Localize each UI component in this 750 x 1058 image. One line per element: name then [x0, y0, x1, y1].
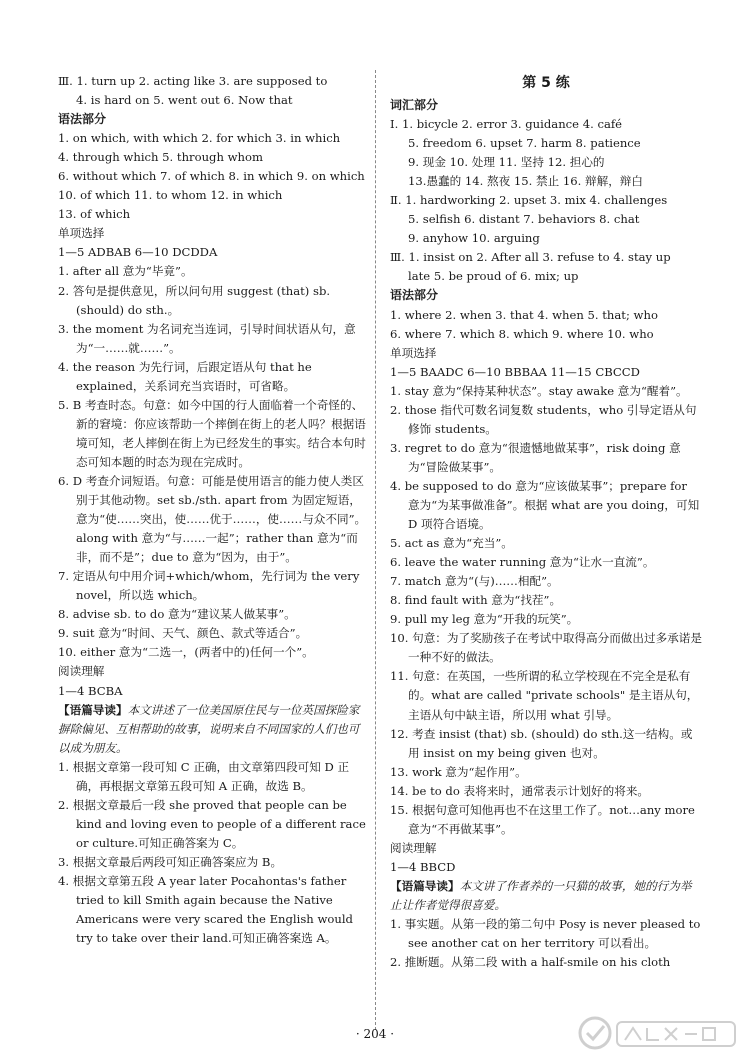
left-column	[58, 72, 368, 948]
mc-note: 4. the reason 为先行词，后跟定语从句 that he explained，关系词充当宾语时，可省略。	[58, 359, 312, 393]
reading-note: 2. 推断题。从第二段 with a half-smile on his cloth	[390, 955, 671, 970]
multiple-choice-heading: 单项选择	[58, 226, 105, 241]
passage-guide-label: 【语篇导读】	[390, 878, 460, 893]
passage-guide	[390, 877, 702, 915]
reading-note: 3. 根据文章最后两段可知正确答案应为 B。	[58, 854, 283, 869]
reading-answers: 1—4 BBCD	[390, 859, 456, 874]
mc-note: 6. D 考查介词短语。句意：可能是使用语言的能力使人类区别于其他动物。set sb./sth. apart from 为固定短语，意为“使……突出，使……优于……，使……与众不同”。along with 意为“与……一起”；rather than 意为“而非，而不是”；due to 意为“因为，由于”。	[58, 473, 367, 565]
mc-note: 7. 定语从句中用介词+which/whom，先行词为 the very novel，所以选 which。	[58, 569, 360, 603]
reading-heading: 阅读理解	[58, 664, 105, 679]
passage-guide-label: 【语篇导读】	[58, 702, 128, 717]
right-column	[390, 72, 702, 972]
vocab-line: Ⅰ. 1. bicycle 2. error 3. guidance 4. café	[390, 117, 623, 132]
reading-note: 2. 根据文章最后一段 she proved that people can be kind and loving even to people of a different race or culture.可知正确答案为 C。	[58, 797, 366, 850]
grammar-line: 10. of which 11. to whom 12. in which	[58, 188, 283, 203]
mc-note: 2. those 指代可数名词复数 students，who 引导定语从句修饰 students。	[390, 402, 697, 436]
multiple-choice-answers: 1—5 ADBAB 6—10 DCDDA	[58, 245, 218, 260]
vocab-line: 9. 现金 10. 处理 11. 坚持 12. 担心的	[408, 155, 605, 170]
grammar-line: 4. through which 5. through whom	[58, 150, 263, 165]
mc-note: 8. advise sb. to do 意为“建议某人做某事”。	[58, 607, 296, 622]
mc-note: 10. 句意：为了奖励孩子在考试中取得高分而做出过多承诺是一种不好的做法。	[390, 631, 702, 665]
vocab-line: late 5. be proud of 6. mix; up	[408, 269, 579, 284]
mc-note: 1. stay 意为“保持某种状态”。stay awake 意为“醒着”。	[390, 383, 688, 398]
mc-note: 14. be to do 表将来时，通常表示计划好的将来。	[390, 783, 650, 798]
mc-note: 3. the moment 为名词充当连词，引导时间状语从句，意为“一……就……”。	[58, 321, 356, 355]
mc-note: 10. either 意为“二选一，(两者中的)任何一个”。	[58, 645, 314, 660]
mc-note: 3. regret to do 意为“很遗憾地做某事”，risk doing 意为“冒险做某事”。	[390, 440, 681, 474]
mc-note: 12. 考查 insist (that) sb. (should) do sth.这一结构。或用 insist on my being given 也对。	[390, 726, 693, 760]
chapter-title: 第 5 练	[522, 75, 570, 91]
mc-note: 15. 根据句意可知他再也不在这里工作了。not…any more 意为“不再做某事”。	[390, 802, 695, 836]
grammar-line: 1. on which, with which 2. for which 3. in which	[58, 131, 341, 146]
vocab-line: 9. anyhow 10. arguing	[408, 231, 540, 246]
grammar-line: 6. without which 7. of which 8. in which 9. on which	[58, 169, 365, 184]
reading-note: 1. 事实题。从第一段的第二句中 Posy is never pleased to see another cat on her territory 可以看出。	[390, 917, 701, 951]
multiple-choice-answers: 1—5 BAADC 6—10 BBBAA 11—15 CBCCD	[390, 364, 640, 379]
mc-note: 13. work 意为“起作用”。	[390, 764, 527, 779]
column-divider	[375, 70, 376, 1030]
mc-note: 9. suit 意为“时间、天气、颜色、款式等适合”。	[58, 626, 308, 641]
vocab-line: 5. freedom 6. upset 7. harm 8. patience	[408, 136, 641, 151]
vocab-section-3-line-2: 4. is hard on 5. went out 6. Now that	[76, 93, 293, 108]
grammar-line: 1. where 2. when 3. that 4. when 5. that; who	[390, 307, 658, 322]
vocab-line: 13.愚蠢的 14. 熬夜 15. 禁止 16. 辩解，辩白	[408, 174, 643, 189]
reading-note: 1. 根据文章第一段可知 C 正确，由文章第四段可知 D 正确，再根据文章第五段可知 A 正确，故选 B。	[58, 759, 350, 793]
mc-note: 2. 答句是提供意见，所以问句用 suggest (that) sb. (should) do sth.。	[58, 283, 331, 317]
mc-note: 9. pull my leg 意为“开我的玩笑”。	[390, 612, 579, 627]
mc-note: 6. leave the water running 意为“让水一直流”。	[390, 555, 655, 570]
vocab-line: Ⅲ. 1. insist on 2. After all 3. refuse to 4. stay up	[390, 250, 671, 265]
vocab-line: Ⅱ. 1. hardworking 2. upset 3. mix 4. challenges	[390, 193, 668, 208]
mc-note: 1. after all 意为“毕竟”。	[58, 264, 193, 279]
grammar-heading: 语法部分	[390, 288, 439, 303]
reading-heading: 阅读理解	[390, 840, 437, 855]
vocab-section-3-line-1: Ⅲ. 1. turn up 2. acting like 3. are supposed to	[58, 74, 328, 88]
grammar-line: 13. of which	[58, 207, 131, 222]
passage-guide-text: 本文讲了作者养的一只猫的故事，她的行为举止让作者觉得很喜爱。	[390, 878, 692, 912]
reading-answers: 1—4 BCBA	[58, 683, 123, 698]
passage-guide	[58, 701, 368, 758]
watermark-logo-icon	[577, 1012, 742, 1054]
mc-note: 11. 句意：在英国，一些所谓的私立学校现在不完全是私有的。what are called "private schools" 是主语从句，主语从句中缺主语，所以用 what 引导。	[390, 669, 699, 722]
multiple-choice-heading: 单项选择	[390, 345, 437, 360]
mc-note: 4. be supposed to do 意为“应该做某事”；prepare for 意为“为某事做准备”。根据 what are you doing，可知 D 项符合语境。	[390, 478, 700, 532]
mc-note: 8. find fault with 意为“找茬”。	[390, 593, 562, 608]
mc-note: 5. act as 意为“充当”。	[390, 536, 513, 551]
grammar-heading: 语法部分	[58, 112, 107, 127]
passage-guide-text: 本文讲述了一位美国原住民与一位英国探险家摒除偏见、互相帮助的故事，说明来自不同国家的人们也可以成为朋友。	[58, 702, 360, 755]
mc-note: 5. B 考查时态。句意：如今中国的行人面临着一个奇怪的、新的窘境：你应该帮助一个摔倒在街上的老人吗？根据语境可知，老人摔倒在街上为已经发生的事实。结合本句时态可知本题的时态为现在完成时。	[58, 397, 366, 469]
vocab-heading: 词汇部分	[390, 98, 439, 112]
grammar-line: 6. where 7. which 8. which 9. where 10. who	[390, 326, 654, 341]
vocab-line: 5. selfish 6. distant 7. behaviors 8. chat	[408, 212, 640, 227]
page-number: · 204 ·	[355, 1027, 395, 1041]
reading-note: 4. 根据文章第五段 A year later Pocahontas's father tried to kill Smith again because the Native Americans were very scared the English would try to take over their land.可知正确答案选 A。	[58, 873, 353, 946]
mc-note: 7. match 意为“(与)……相配”。	[390, 574, 559, 589]
